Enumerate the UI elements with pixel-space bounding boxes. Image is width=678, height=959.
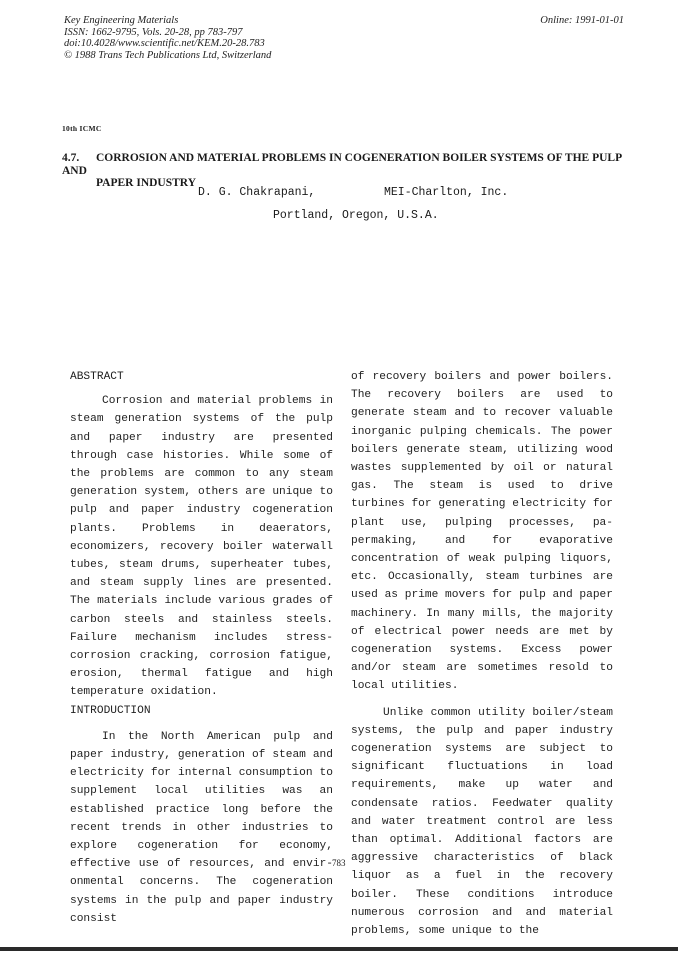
right-column	[351, 368, 613, 940]
abstract-text: Corrosion and material problems in steam generation systems of the pulp and paper industry are presented through case histories. While some of the problems are common to any steam generation system, others are unique to pulp and paper industry cogeneration plants. Problems in deaerators, economizers, recovery boiler waterwall tubes, steam drums, superheater tubes, and steam supply lines are presented. The materials include various grades of carbon steels and stainless steels. Failure mechanism includes stress-corrosion cracking, corrosion fatigue, erosion, thermal fatigue and high temperature oxidation.	[70, 395, 333, 699]
right-paragraph-1: of recovery boilers and power boilers. The recovery boilers are used to generate steam and to recover valuable inorganic pulping chemicals. The power boilers generate steam, utilizing wood wastes supplemented by oil or natural gas. The steam is used to drive turbines for generating electricity for plant use, pulping processes, papermaking, and for evaporative concentration of weak pulping liquors, etc. Occasionally, steam turbines are used as prime movers for pulp and paper machinery. In many mills, the majority of electrical power needs are met by cogeneration systems. Excess power and/or steam are sometimes resold to local utilities.	[351, 371, 613, 693]
section-number: 4.7.	[62, 152, 80, 164]
conference-label: 10th ICMC	[62, 124, 102, 133]
introduction-heading: INTRODUCTION	[70, 704, 151, 717]
title-line-1: CORROSION AND MATERIAL PROBLEMS IN COGENERATION BOILER SYSTEMS OF THE PULP AND	[62, 152, 622, 177]
journal-doi: doi:10.4028/www.scientific.net/KEM.20-28.783	[64, 38, 265, 49]
abstract-heading: ABSTRACT	[70, 371, 124, 383]
journal-header	[64, 15, 624, 61]
introduction-text: In the North American pulp and paper industry, generation of steam and electricity for internal consumption to supplement local utilities was an established practice long before the recent trends in other industries to explore cogeneration for economy, effective use of resources, and environmental concerns. The cogeneration systems in the pulp and paper industry consist	[70, 730, 333, 925]
article-title	[62, 152, 622, 190]
journal-name: Key Engineering Materials	[64, 15, 179, 26]
right-paragraph-2: Unlike common utility boiler/steam systems, the pulp and paper industry cogeneration systems are subject to significant fluctuations in load requirements, make up water and condensate ratios. Feedwater quality and water treatment control are less than optimal. Additional factors are aggressive characteristics of black liquor as a fuel in the recovery boiler. These conditions introduce numerous corrosion and and material problems, some unique to the	[351, 706, 613, 938]
author-location: Portland, Oregon, U.S.A.	[273, 209, 439, 222]
author-name: D. G. Chakrapani,	[198, 186, 316, 199]
journal-issn: ISSN: 1662-9795, Vols. 20-28, pp 783-797	[64, 26, 243, 38]
online-date: Online: 1991-01-01	[540, 15, 624, 26]
author-affiliation: MEI-Charlton, Inc.	[384, 186, 509, 199]
journal-copyright: © 1988 Trans Tech Publications Ltd, Switzerland	[64, 49, 272, 61]
scan-bottom-edge	[0, 947, 678, 951]
left-column	[70, 368, 333, 928]
title-line-2: PAPER INDUSTRY	[96, 177, 197, 189]
page-number: 783	[332, 858, 346, 868]
